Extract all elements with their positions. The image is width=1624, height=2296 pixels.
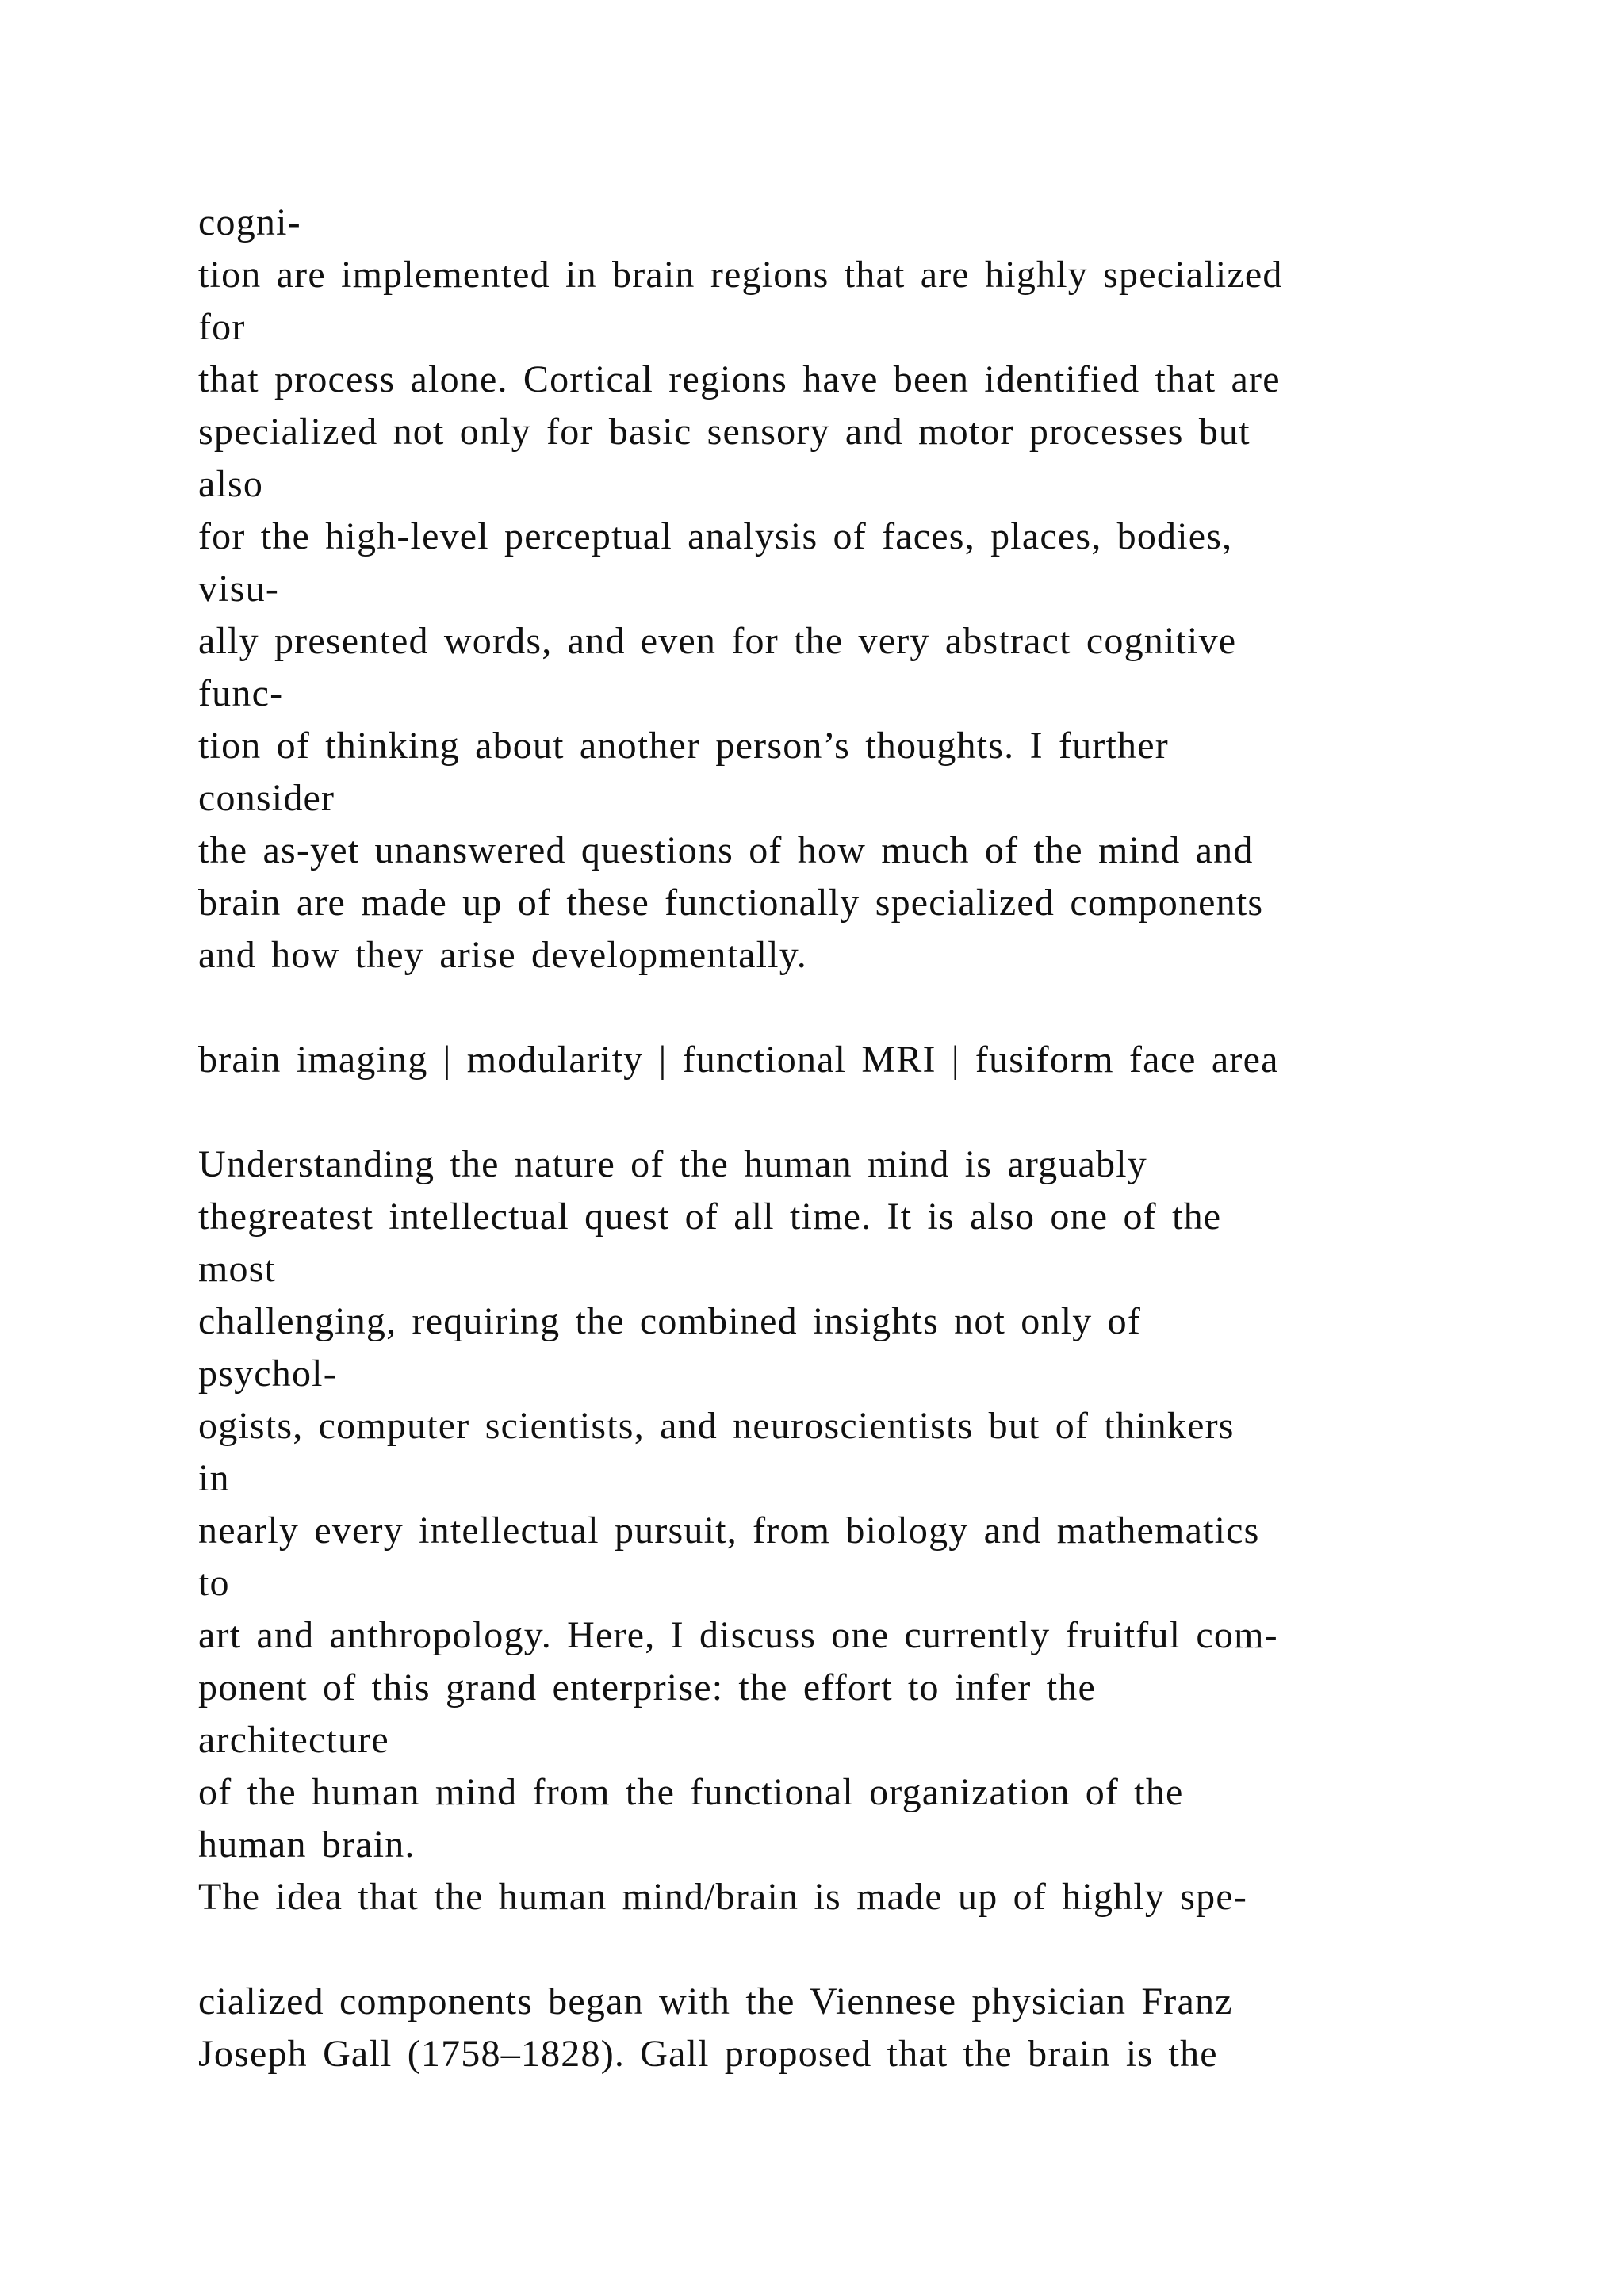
- text-line: human brain.: [198, 1823, 416, 1866]
- text-line: specialized not only for basic sensory and motor processes but: [198, 411, 1251, 453]
- text-line: ogists, computer scientists, and neuroscientists but of thinkers: [198, 1405, 1235, 1447]
- text-line: The idea that the human mind/brain is made up of highly spe-: [198, 1876, 1248, 1918]
- text-line: architecture: [198, 1719, 389, 1761]
- body-text: [198, 197, 1562, 2080]
- text-line: most: [198, 1248, 277, 1290]
- text-line: and how they arise developmentally.: [198, 934, 807, 976]
- text-line: consider: [198, 777, 335, 819]
- blank-line: [198, 982, 1562, 1034]
- text-line: psychol-: [198, 1353, 337, 1395]
- text-line: nearly every intellectual pursuit, from biology and mathematics: [198, 1510, 1260, 1552]
- text-line: brain are made up of these functionally specialized components: [198, 882, 1264, 924]
- text-line: for the high-level perceptual analysis of faces, places, bodies,: [198, 515, 1233, 557]
- text-line: visu-: [198, 568, 279, 610]
- keywords-line: brain imaging | modularity | functional MRI | fusiform face area: [198, 1039, 1279, 1081]
- text-line: func-: [198, 672, 284, 714]
- text-line: also: [198, 463, 264, 505]
- text-line: the as-yet unanswered questions of how much of the mind and: [198, 829, 1254, 871]
- blank-line: [198, 1086, 1562, 1138]
- text-line: Understanding the nature of the human mind is arguably: [198, 1143, 1147, 1185]
- text-line: art and anthropology. Here, I discuss one currently fruitful com-: [198, 1614, 1278, 1656]
- text-line: Joseph Gall (1758–1828). Gall proposed that the brain is the: [198, 2033, 1218, 2075]
- text-line: that process alone. Cortical regions have been identified that are: [198, 358, 1281, 400]
- text-line: tion are implemented in brain regions that are highly specialized: [198, 254, 1283, 296]
- text-line: thegreatest intellectual quest of all time. It is also one of the: [198, 1196, 1222, 1238]
- text-line: ally presented words, and even for the very abstract cognitive: [198, 620, 1237, 662]
- text-line: in: [198, 1457, 230, 1499]
- text-line: tion of thinking about another person’s thoughts. I further: [198, 725, 1169, 767]
- text-line: cialized components began with the Viennese physician Franz: [198, 1980, 1233, 2022]
- text-line: for: [198, 306, 246, 348]
- text-line: ponent of this grand enterprise: the effort to infer the: [198, 1667, 1096, 1709]
- blank-line: [198, 1923, 1562, 1976]
- text-line: of the human mind from the functional organization of the: [198, 1771, 1184, 1813]
- text-line: cogni-: [198, 201, 301, 243]
- text-line: to: [198, 1562, 230, 1604]
- text-line: challenging, requiring the combined insights not only of: [198, 1300, 1142, 1342]
